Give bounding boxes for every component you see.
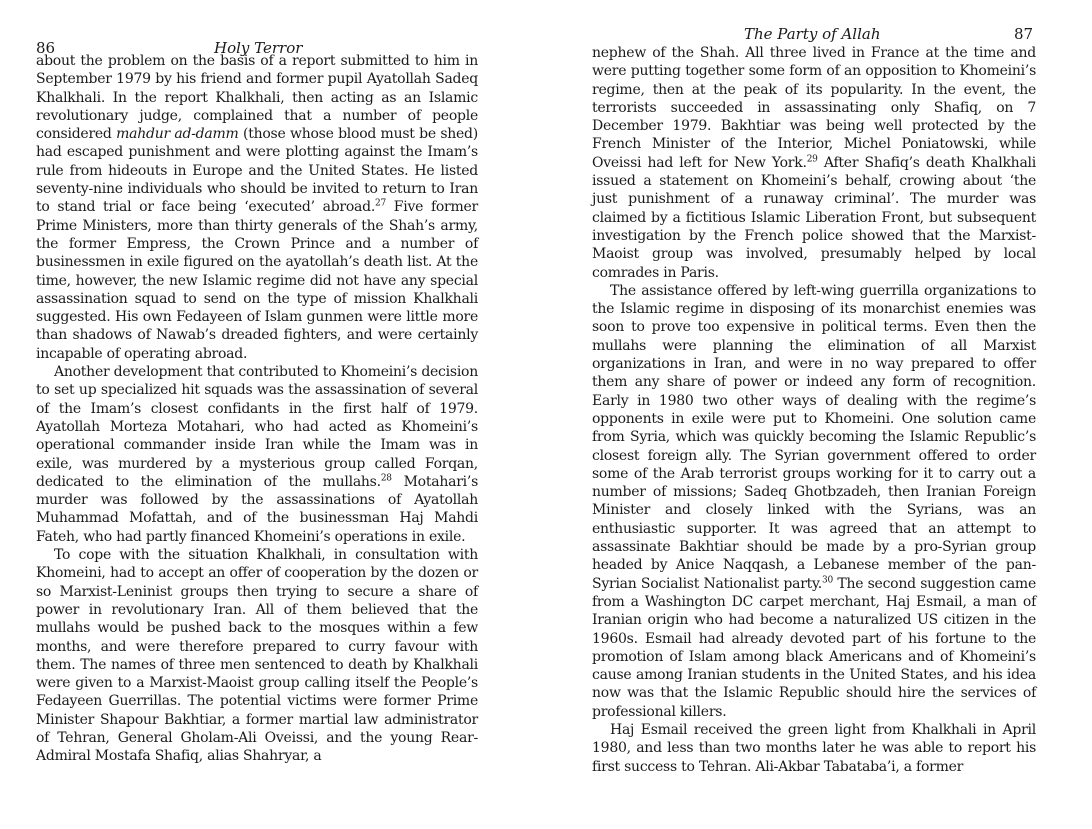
- paragraph: [592, 721, 1036, 776]
- paragraph-text: Another development that contributed to Khomeini’s decision to set up specialized hit squads was the assassination of several of the Imam’s closest confidants in the first half of 1979. Ayatollah Morteza Motahari, who had acted as Khomeini’s operational commander inside Iran while the Imam was in exile, was murdered by a mysterious group called Forqan, dedicated to the elimination of the mullahs.: [36, 364, 478, 490]
- footnote-marker: 27: [375, 198, 386, 209]
- right-page: [572, 0, 1092, 829]
- left-running-head: Holy Terror: [214, 39, 303, 57]
- italic-term: mahdur ad-damm: [116, 126, 239, 143]
- footnote-marker: 29: [806, 154, 818, 165]
- left-page: [0, 0, 513, 829]
- left-page-header: [36, 38, 513, 64]
- paragraph-text: Haj Esmail received the green light from Khalkhali in April 1980, and less than two months later he was able to report his first success to Tehran. Ali-Akbar Tabataba’i, a former: [592, 721, 1036, 775]
- right-page-body: [592, 44, 1092, 776]
- paragraph-text: (those whose blood must be shed) had escaped punishment and were plotting against the Imam’s rule from hideouts in Europe and the United States. He listed seventy-nine individuals who should be invited to return to Iran to stand trial or face being ‘executed’ abroad.: [36, 126, 478, 216]
- footnote-marker: 30: [822, 574, 833, 585]
- paragraph-text: To cope with the situation Khalkhali, in consultation with Khomeini, had to accept an offer of cooperation by the dozen or so Marxist-Leninist groups then trying to secure a share of power in revolutionary Iran. All of them believed that the mullahs would be pushed back to the mosques within a few months, and were therefore prepared to curry favour with them. The names of three men sentenced to death by Khalkhali were given to a Marxist-Maoist group calling itself the People’s Fedayeen Guerrillas. The potential victims were former Prime Minister Shapour Bakhtiar, a former martial law administrator of Tehran, General Gholam-Ali Oveissi, and the young Rear-Admiral Mostafa Shafiq, alias Shahryar, a: [36, 547, 478, 765]
- paragraph-text: about the problem on the basis of a report submitted to him in September 1979 by his friend and former pupil Ayatollah Sadeq Khalkhali. In the report Khalkhali, then acting as an Islamic revolutionary judge, complained that a number of people considered: [36, 53, 478, 143]
- paragraph: [592, 282, 1036, 721]
- paragraph: [36, 363, 478, 546]
- paragraph-text: After Shafiq’s death Khalkhali issued a statement on Khomeini’s behalf, crowing about ‘the just punishment of a runaway criminal’. The murder was claimed by a fictitious Islamic Liberation Front, but subsequent investigation by the French police showed that the Marxist-Maoist group was involved, presumably helped by local comrades in Paris.: [592, 154, 1036, 281]
- paragraph-text: nephew of the Shah. All three lived in France at the time and were putting together some form of an opposition to Khomeini’s regime, then at the peak of its popularity. In the event, the terrorists succeeded in assassinating only Shafiq, on 7 December 1979. Bakhtiar was being well protected by the French Minister of the Interior, Michel Poniatowski, while Oveissi had left for New York.: [592, 45, 1036, 171]
- paragraph-text: Motahari’s murder was followed by the assassinations of Ayatollah Muhammad Mofattah, and of the businessman Haj Mahdi Fateh, who had partly financed Khomeini’s operations in exile.: [36, 473, 479, 545]
- paragraph: [36, 546, 478, 766]
- left-page-body: [36, 52, 513, 766]
- paragraph-text: The second suggestion came from a Washington DC carpet merchant, Haj Esmail, a man of Iranian origin who had become a naturalized US citizen in the 1960s. Esmail had already devoted part of his fortune to the promotion of Islam among black Americans and of Khomeini’s cause among Iranian students in the United States, and his idea now was that the Islamic Republic should hire the services of professional killers.: [592, 575, 1036, 720]
- right-page-number: 87: [1014, 25, 1034, 43]
- paragraph: [36, 52, 478, 363]
- right-page-header: [592, 24, 1092, 50]
- paragraph: [592, 44, 1036, 282]
- left-page-number: 86: [36, 39, 56, 57]
- paragraph-text: The assistance offered by left-wing guerrilla organizations to the Islamic regime in disposing of its monarchist enemies was soon to prove too expensive in political terms. Even then the mullahs were planning the elimination of all Marxist organizations in Iran, and were in no way prepared to offer them any share of power or indeed any form of recognition. Early in 1980 two other ways of dealing with the regime’s opponents in exile were put to Khomeini. One solution came from Syria, which was quickly becoming the Islamic Republic’s closest foreign ally. The Syrian government offered to order some of the Arab terrorist groups working for it to carry out a number of missions; Sadeq Ghotbzadeh, then Iranian Foreign Minister and closely linked with the Syrians, was an enthusiastic supporter. It was agreed that an attempt to assassinate Bakhtiar should be made by a pro-Syrian group headed by Anice Naqqash, a Lebanese member of the pan-Syrian Socialist Nationalist party.: [592, 282, 1036, 592]
- right-running-head: The Party of Allah: [744, 25, 881, 43]
- footnote-marker: 28: [380, 473, 392, 484]
- paragraph-text: Five former Prime Ministers, more than thirty generals of the Shah’s army, the former Empress, the Crown Prince and a number of businessmen in exile figured on the ayatollah’s death list. At the time, however, the new Islamic regime did not have any special assassination squad to send on the type of mission Khalkhali suggested. His own Fedayeen of Islam gunmen were little more than shadows of Nawab’s dreaded fighters, and were certainly incapable of operating abroad.: [36, 199, 479, 362]
